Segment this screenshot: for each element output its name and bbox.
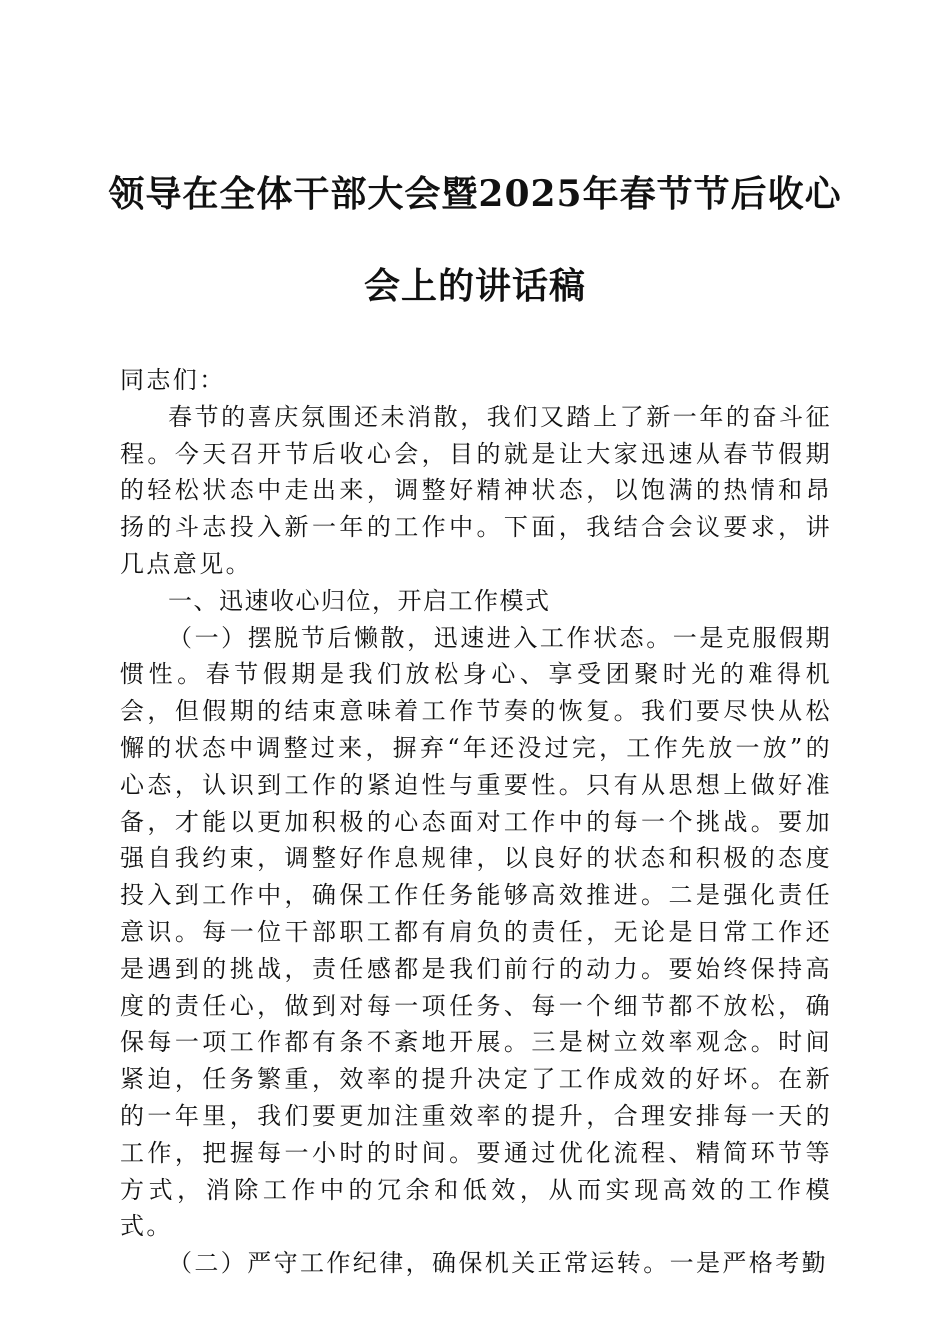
document-body bbox=[120, 362, 832, 1282]
section-heading-1: 一、迅速收心归位，开启工作模式 bbox=[168, 586, 551, 615]
document-title-line-2: 会上的讲话稿 bbox=[363, 265, 586, 307]
subsection-paragraph-1: （一）摆脱节后懒散，迅速进入工作状态。一是克服假期惯性。春节假期是我们放松身心、享受团聚时光的难得机会，但假期的结束意味着工作节奏的恢复。我们要尽快从松懈的状态中调整过来，摒弃“年还没过完，工作先放一放”的心态，认识到工作的紧迫性与重要性。只有从思想上做好准备，才能以更加积极的心态面对工作中的每一个挑战。要加强自我约束，调整好作息规律，以良好的状态和积极的态度投入到工作中，确保工作任务能够高效推进。二是强化责任意识。每一位干部职工都有肩负的责任，无论是日常工作还是遇到的挑战，责任感都是我们前行的动力。要始终保持高度的责任心，做到对每一项任务、每一个细节都不放松，确保每一项工作都有条不紊地开展。三是树立效率观念。时间紧迫，任务繁重，效率的提升决定了工作成效的好坏。在新的一年里，我们要更加注重效率的提升，合理安排每一天的工作，把握每一小时的时间。要通过优化流程、精简环节等方式，消除工作中的冗余和低效，从而实现高效的工作模式。 bbox=[120, 623, 832, 1241]
document-title-line-1: 领导在全体干部大会暨2025年春节节后收心 bbox=[108, 173, 842, 215]
intro-paragraph: 春节的喜庆氛围还未消散，我们又踏上了新一年的奋斗征程。今天召开节后收心会，目的就是让大家迅速从春节假期的轻松状态中走出来，调整好精神状态，以饱满的热情和昂扬的斗志投入新一年的工作中。下面，我结合会议要求，讲几点意见。 bbox=[120, 402, 832, 578]
salutation: 同志们： bbox=[120, 366, 226, 394]
subsection-paragraph-2: （二）严守工作纪律，确保机关正常运转。一是严格考勤 bbox=[168, 1249, 828, 1278]
